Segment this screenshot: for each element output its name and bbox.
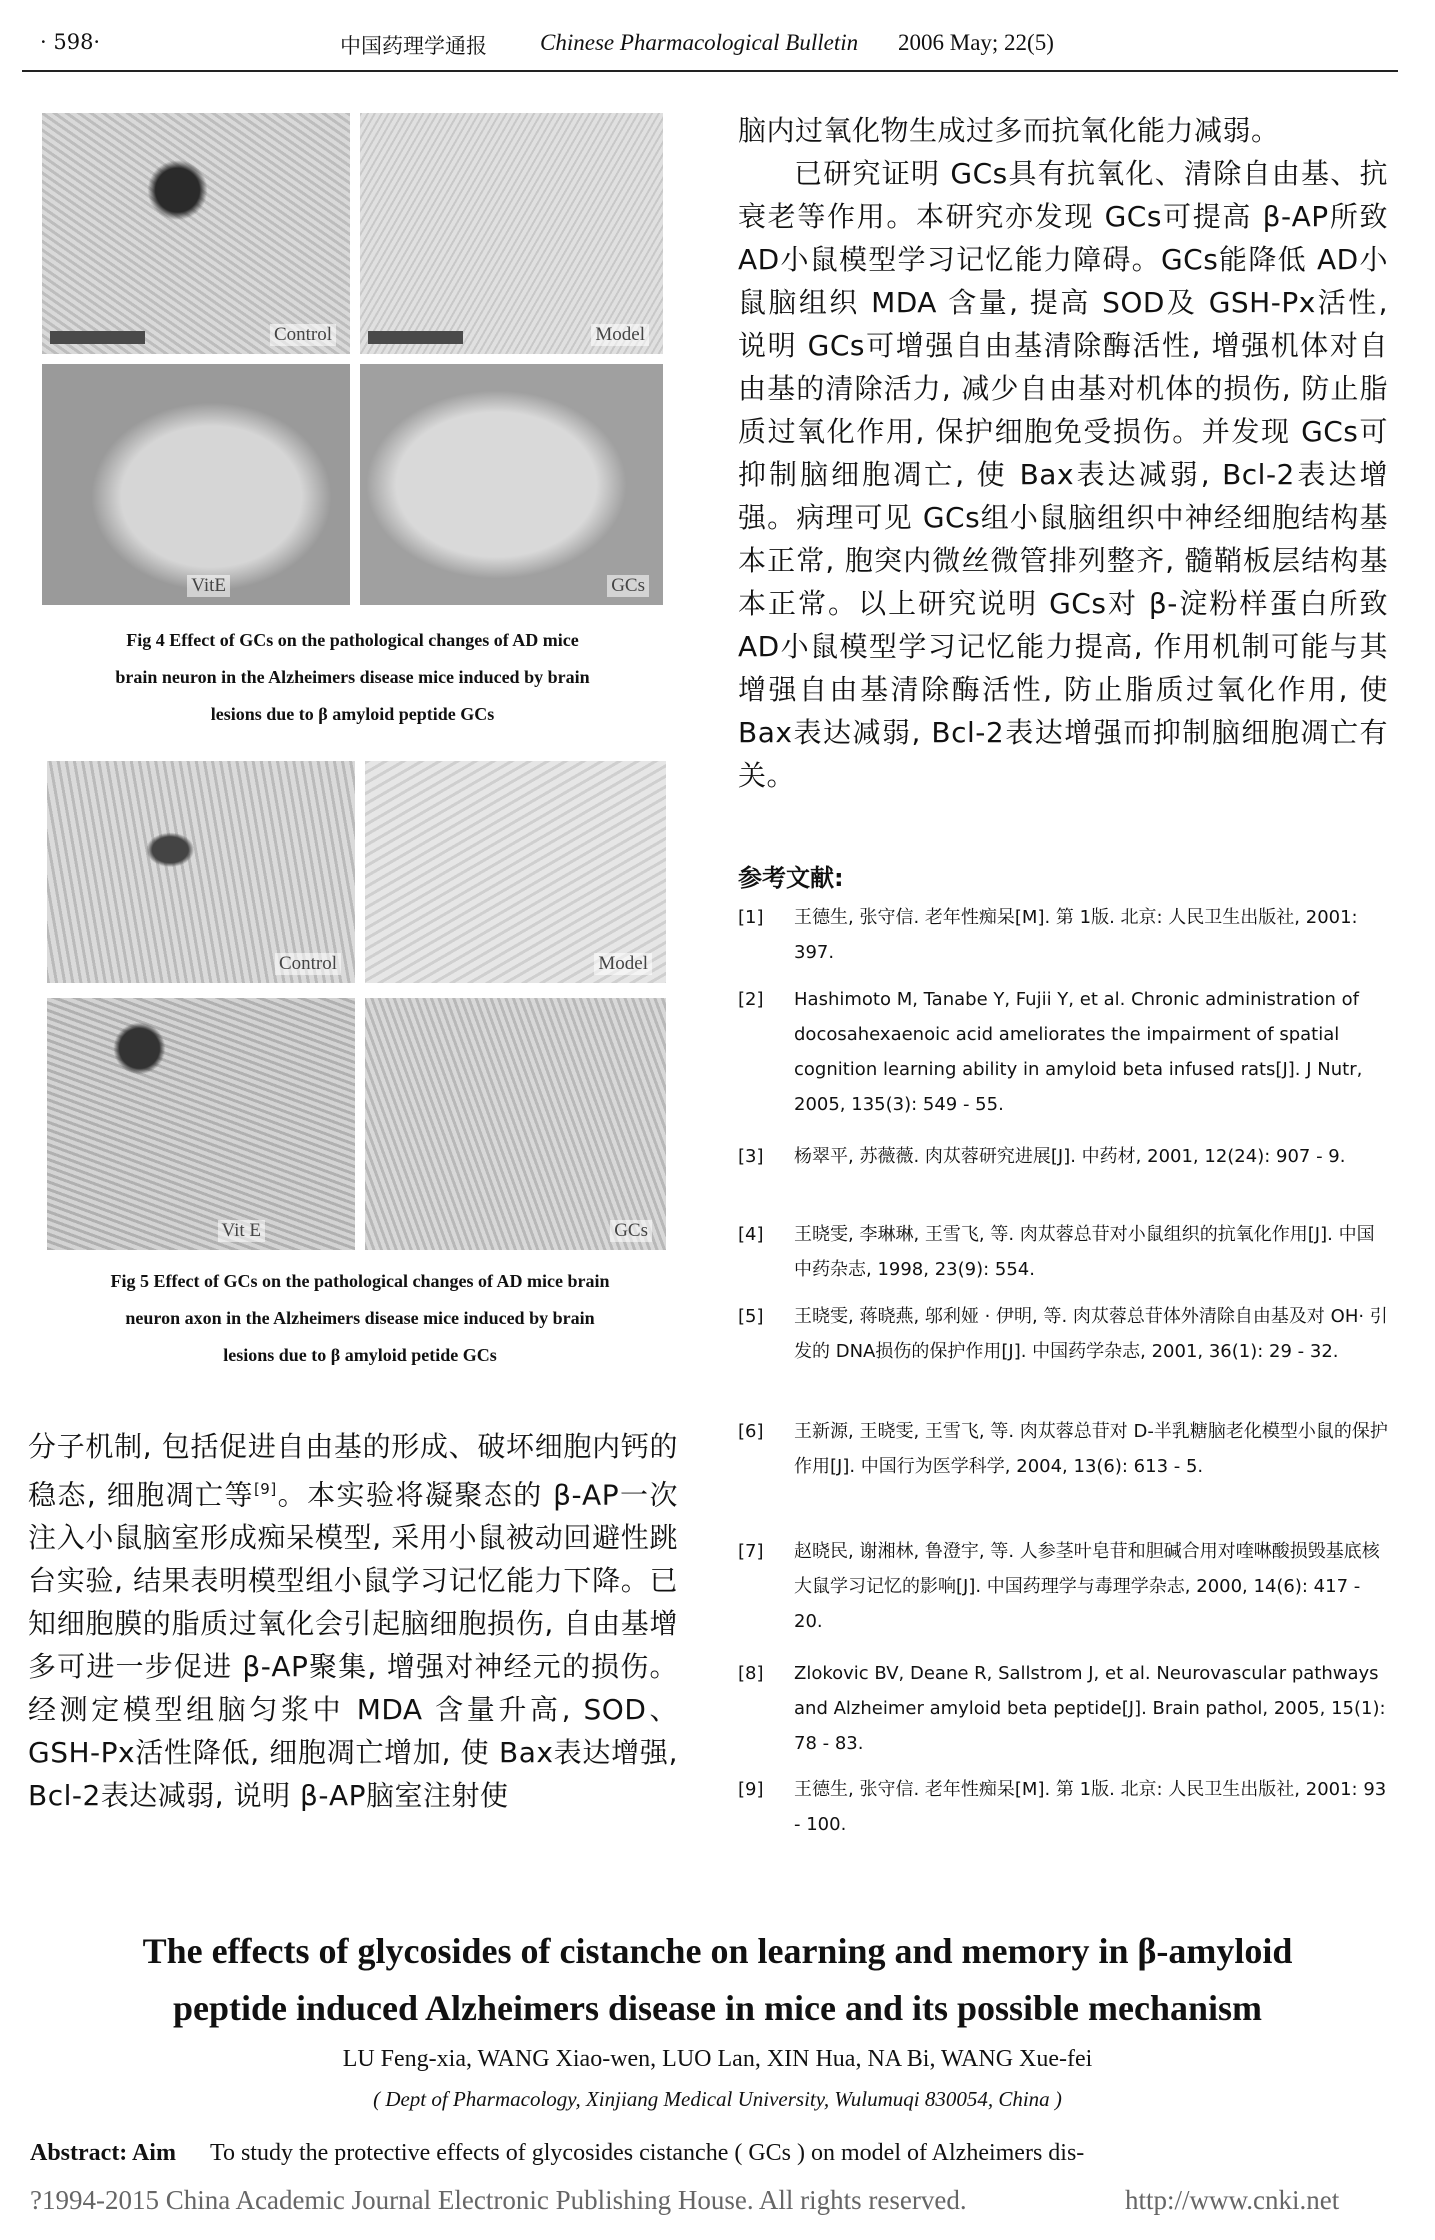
reference-item — [738, 1656, 1388, 1772]
reference-text: 王德生, 张守信. 老年性痴呆[M]. 第 1版. 北京: 人民卫生出版社, 2001: 397. — [794, 907, 1358, 963]
english-title-line1: The effects of glycosides of cistanche on learning and memory in β-amyloid — [142, 1931, 1293, 1971]
fig4-panel-model — [360, 113, 663, 354]
reference-list — [738, 900, 1388, 1852]
reference-number: [9] — [738, 1779, 764, 1800]
reference-text: 王晓雯, 蒋晓燕, 邬利娅 · 伊明, 等. 肉苁蓉总苷体外清除自由基及对 OH· 引发的 DNA损伤的保护作用[J]. 中国药学杂志, 2001, 36(1): 29 - 32. — [794, 1306, 1388, 1362]
caption-line: Fig 5 Effect of GCs on the pathological changes of AD mice brain — [110, 1271, 610, 1291]
caption-line: brain neuron in the Alzheimers disease mice induced by brain — [115, 667, 590, 687]
journal-issue: 2006 May; 22(5) — [898, 30, 1054, 55]
panel-label: VitE — [187, 575, 230, 597]
reference-text: Zlokovic BV, Deane R, Sallstrom J, et al. Neurovascular pathways and Alzheimer amyloid beta peptide[J]. Brain pathol, 2005, 15(1): 78 - 83. — [794, 1663, 1386, 1754]
body-paragraph: 已研究证明 GCs具有抗氧化、清除自由基、抗衰老等作用。本研究亦发现 GCs可提高 β-AP所致AD小鼠模型学习记忆能力障碍。GCs能降低 AD小鼠脑组织 MDA 含量, 提高 SOD及 GSH-Px活性, 说明 GCs可增强自由基清除酶活性, 增强机体对自由基的清除活力, 减少自由基对机体的损伤, 防止脂质过氧化作用, 保护细胞免受损伤。并发现 GCs可抑制脑细胞凋亡, 使 Bax表达减弱, Bcl-2表达增强。病理可见 GCs组小鼠脑组织中神经细胞结构基本正常, 胞突内微丝微管排列整齐, 髓鞘板层结构基本正常。以上研究说明 GCs对 β-淀粉样蛋白所致 AD小鼠模型学习记忆能力提高, 作用机制可能与其增强自由基清除酶活性, 防止脂质过氧化作用, 使 Bax表达减弱, Bcl-2表达增强而抑制脑细胞凋亡有关。 — [738, 157, 1388, 792]
reference-number: [7] — [738, 1541, 764, 1562]
caption-line: Fig 4 Effect of GCs on the pathological changes of AD mice — [126, 630, 579, 650]
reference-item — [738, 1139, 1388, 1217]
fig4-panel-vite — [42, 364, 350, 605]
fig5-panel-gcs — [365, 998, 666, 1250]
reference-text: 王德生, 张守信. 老年性痴呆[M]. 第 1版. 北京: 人民卫生出版社, 2001: 93 - 100. — [794, 1779, 1387, 1835]
reference-text: Hashimoto M, Tanabe Y, Fujii Y, et al. Chronic administration of docosahexaenoic acid ameliorates the impairment of spatial cognition learning ability in amyloid beta infused rats[J]. J Nutr, 2005, 135(3): 549 - 55. — [794, 989, 1363, 1115]
citation: [9] — [253, 1480, 277, 1498]
reference-number: [2] — [738, 989, 764, 1010]
page-number: · 598· — [40, 30, 101, 54]
reference-item — [738, 1299, 1388, 1414]
panel-label: Model — [594, 953, 652, 975]
scale-bar — [50, 331, 145, 344]
panel-label: Vit E — [218, 1220, 266, 1242]
caption-line: lesions due to β amyloid petide GCs — [223, 1345, 497, 1365]
abstract-label: Abstract: Aim — [30, 2140, 176, 2166]
scale-bar — [368, 331, 463, 344]
reference-item — [738, 1772, 1388, 1852]
reference-text: 赵晓民, 谢湘林, 鲁澄宇, 等. 人参茎叶皂苷和胆碱合用对喹啉酸损毁基底核大鼠学习记忆的影响[J]. 中国药理学与毒理学杂志, 2000, 14(6): 417 - 20. — [794, 1541, 1380, 1632]
english-authors: LU Feng-xia, WANG Xiao-wen, LUO Lan, XIN Hua, NA Bi, WANG Xue-fei — [342, 2046, 1093, 2072]
reference-number: [4] — [738, 1224, 764, 1245]
fig5-panel-control — [47, 761, 355, 983]
left-column-text — [28, 1425, 678, 1817]
reference-item — [738, 900, 1388, 982]
reference-text: 王晓雯, 李琳琳, 王雪飞, 等. 肉苁蓉总苷对小鼠组织的抗氧化作用[J]. 中国中药杂志, 1998, 23(9): 554. — [794, 1224, 1375, 1280]
panel-label: GCs — [607, 575, 649, 597]
reference-text: 杨翠平, 苏薇薇. 肉苁蓉研究进展[J]. 中药材, 2001, 12(24): 907 - 9. — [794, 1146, 1346, 1167]
reference-number: [1] — [738, 907, 764, 928]
body-text: 。本实验将凝聚态的 β-AP一次注入小鼠脑室形成痴呆模型, 采用小鼠被动回避性跳台实验, 结果表明模型组小鼠学习记忆能力下降。已知细胞膜的脂质过氧化会引起脑细胞损伤, 自由基增多可进一步促进 β-AP聚集, 增强对神经元的损伤。经测定模型组脑匀浆中 MDA 含量升高, SOD、GSH-Px活性降低, 细胞凋亡增加, 使 Bax表达增强, Bcl-2表达减弱, 说明 β-AP脑室注射使 — [28, 1478, 678, 1813]
reference-item — [738, 1414, 1388, 1534]
fig4-panel-control — [42, 113, 350, 354]
cnki-url[interactable]: http://www.cnki.net — [1125, 2185, 1340, 2215]
reference-number: [8] — [738, 1663, 764, 1684]
fig5-panel-vite — [47, 998, 355, 1250]
reference-number: [6] — [738, 1421, 764, 1442]
english-abstract — [30, 2140, 1084, 2167]
journal-name-en: Chinese Pharmacological Bulletin — [540, 30, 859, 55]
reference-text: 王新源, 王晓雯, 王雪飞, 等. 肉苁蓉总苷对 D-半乳糖脑老化模型小鼠的保护作用[J]. 中国行为医学科学, 2004, 13(6): 613 - 5. — [794, 1421, 1388, 1477]
panel-label: Control — [275, 953, 341, 975]
reference-item — [738, 1534, 1388, 1656]
english-title-line2: peptide induced Alzheimers disease in mice and its possible mechanism — [172, 1988, 1263, 2028]
reference-item — [738, 982, 1388, 1139]
reference-number: [3] — [738, 1146, 764, 1167]
panel-label: GCs — [610, 1220, 652, 1242]
reference-number: [5] — [738, 1306, 764, 1327]
right-column-text — [738, 109, 1388, 797]
abstract-text: To study the protective effects of glycosides cistanche ( GCs ) on model of Alzheimers dis- — [209, 2140, 1085, 2166]
reference-item — [738, 1217, 1388, 1299]
fig5-panel-model — [365, 761, 666, 983]
journal-name-cn: 中国药理学通报 — [340, 34, 487, 58]
panel-label: Control — [270, 324, 336, 346]
fig4-caption — [30, 622, 675, 733]
fig5-caption — [30, 1263, 690, 1374]
copyright-notice: ?1994-2015 China Academic Journal Electronic Publishing House. All rights reserved. — [30, 2185, 967, 2215]
caption-line: neuron axon in the Alzheimers disease mice induced by brain — [125, 1308, 595, 1328]
references-title: 参考文献: — [738, 864, 844, 892]
panel-label: Model — [591, 324, 649, 346]
english-affiliation: ( Dept of Pharmacology, Xinjiang Medical University, Wulumuqi 830054, China ) — [373, 2087, 1062, 2111]
fig4-panel-gcs — [360, 364, 663, 605]
header-rule — [22, 70, 1398, 72]
body-paragraph: 脑内过氧化物生成过多而抗氧化能力减弱。 — [738, 114, 1280, 147]
body-text: 分子机制, 包括促进自由基的形成、破坏细胞内钙的稳态, 细胞凋亡等 — [28, 1430, 678, 1512]
caption-line: lesions due to β amyloid peptide GCs — [210, 704, 495, 724]
